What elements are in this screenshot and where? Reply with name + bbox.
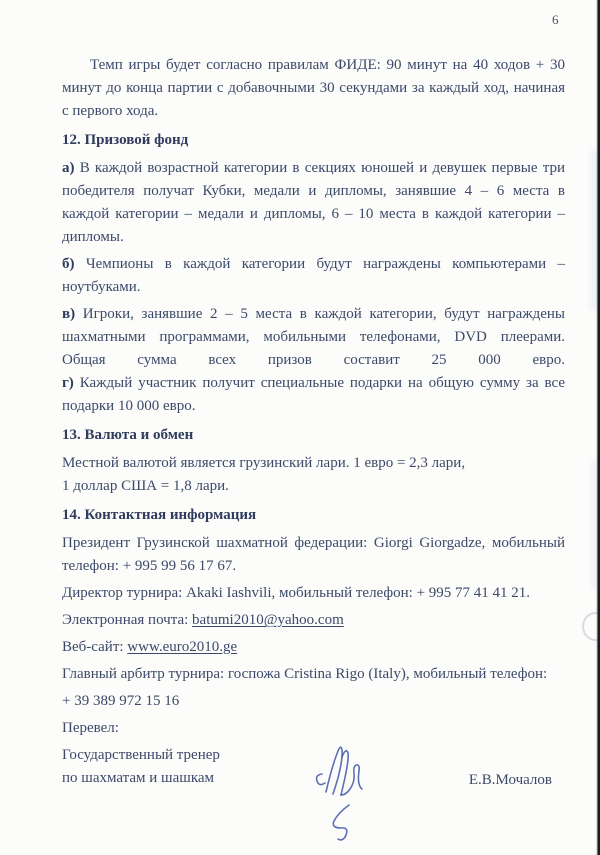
email-label: Электронная почта: — [62, 612, 189, 628]
signer-name: Е.В.Мочалов — [468, 772, 552, 788]
text-line: Президент Грузинской шахматной федерации: Giorgi Giorgadze, мобильный — [62, 535, 565, 551]
signature-stroke — [341, 751, 348, 795]
text-segment: Чемпионы в каждой категории будут награждены компьютерами – — [85, 256, 565, 272]
section-heading-contacts: 14. Контактная информация — [62, 507, 257, 523]
paragraph-director — [62, 582, 565, 605]
signature-stroke — [326, 747, 342, 794]
paragraph-item-v-g — [62, 303, 565, 418]
text-line: дипломы. — [62, 229, 124, 245]
text-line — [62, 372, 565, 395]
item-label-b: б) — [62, 256, 75, 272]
website-address: www.euro2010.ge — [127, 639, 238, 655]
text-line: победителя получат Кубки, медали и дипломы, занявшие 4 – 6 места в — [62, 183, 565, 199]
text-line: + 39 389 972 15 16 — [62, 693, 180, 709]
text-line — [62, 157, 565, 180]
paragraph-translated-by — [62, 717, 565, 740]
text-line: Местной валютой является грузинский лари. 1 евро = 2,3 лари, — [62, 455, 466, 471]
text-line — [62, 253, 565, 276]
section-heading-prize-fund: 12. Призовой фонд — [62, 132, 189, 148]
paragraph-website — [62, 636, 565, 659]
text-line: Общая сумма всех призов составит 25 000 евро. — [62, 352, 565, 368]
scan-page-edge — [596, 0, 600, 855]
website-label: Веб-сайт: — [62, 639, 124, 655]
text-line — [62, 303, 565, 326]
text-segment: Игроки, занявшие 2 – 5 места в каждой категории, будут награждены — [82, 306, 566, 322]
text-line: ноутбуками. — [62, 279, 141, 295]
paragraph-president — [62, 532, 565, 578]
paragraph-item-a — [62, 157, 565, 249]
item-label-a: а) — [62, 160, 75, 176]
paragraph-item-b — [62, 253, 565, 299]
signature-stroke — [333, 805, 349, 840]
email-address: batumi2010@yahoo.com — [192, 612, 344, 628]
text-segment: Каждый участник получит специальные подарки на общую сумму за все — [79, 375, 565, 391]
paragraph-currency — [62, 452, 565, 498]
text-segment: В каждой возрастной категории в секциях юношей и девушек первые три — [79, 160, 566, 176]
page-number: 6 — [552, 12, 559, 27]
text-line: подарки 10 000 евро. — [62, 398, 196, 414]
text-line: каждой категории – медали и дипломы, 6 – 10 места в каждой категории – — [62, 206, 565, 222]
text-line: Директор турнира: Akaki Iashvili, мобильный телефон: + 995 77 41 41 21. — [62, 585, 531, 601]
signer-title-line: Государственный тренер — [62, 747, 220, 763]
paragraph-arbiter-phone — [62, 690, 565, 713]
text-line — [62, 609, 565, 632]
text-line: шахматными программами, мобильными телефонами, DVD плеерами. — [62, 329, 565, 345]
text-line — [62, 636, 565, 659]
text-line: Главный арбитр турнира: госпожа Cristina Rigo (Italy), мобильный телефон: — [62, 666, 548, 682]
paragraph-email — [62, 609, 565, 632]
section-heading-currency: 13. Валюта и обмен — [62, 427, 194, 443]
text-line: телефон: + 995 99 56 17 67. — [62, 558, 237, 574]
paragraph-game-tempo — [62, 54, 565, 123]
text-line: 1 доллар США = 1,8 лари. — [62, 478, 229, 494]
signer-title-line: по шахматам и шашкам — [62, 770, 215, 786]
text-line: Темп игры будет согласно правилам ФИДЕ: 90 минут на 40 ходов + 30 — [90, 57, 565, 73]
item-label-v: в) — [62, 306, 76, 322]
handwritten-signature-ink — [312, 742, 366, 846]
text-line: Перевел: — [62, 720, 119, 736]
item-label-g: г) — [62, 375, 74, 391]
text-line: минут до конца партии с добавочными 30 секундами за каждый ход, начиная — [62, 80, 565, 96]
signature-stroke — [317, 774, 325, 785]
text-line: с первого хода. — [62, 103, 159, 119]
paragraph-arbiter — [62, 663, 565, 686]
